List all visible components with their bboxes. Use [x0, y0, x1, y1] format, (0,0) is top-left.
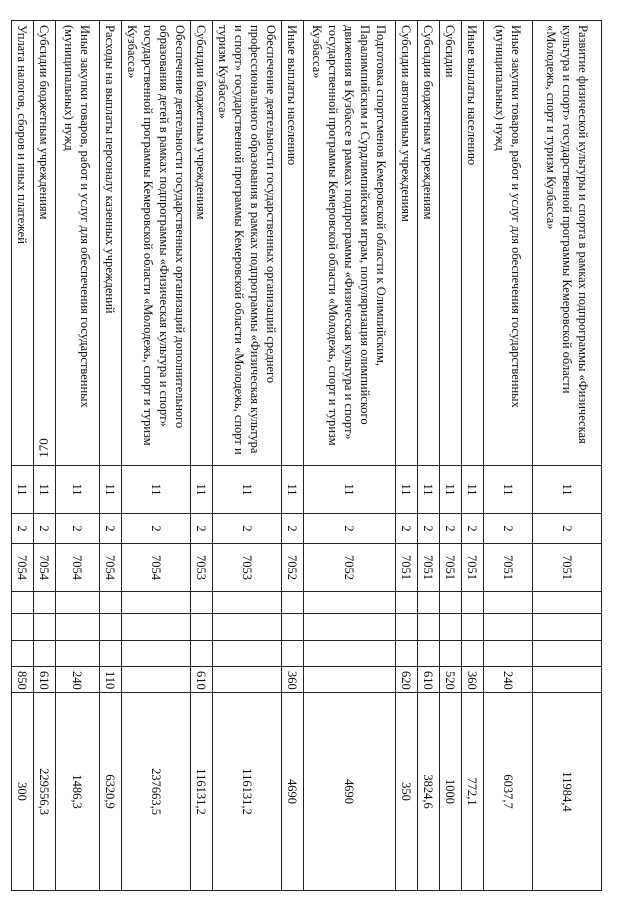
table-row: [12, 21, 34, 891]
empty-cell: [100, 614, 122, 641]
target-code-cell: 7051: [440, 544, 462, 592]
empty-cell: [56, 614, 100, 641]
empty-cell: [304, 641, 396, 667]
subsection-code-cell: 2: [282, 514, 304, 544]
expense-type-cell: 520: [440, 667, 462, 693]
expense-type-cell: 360: [282, 667, 304, 693]
target-code-cell: 7054: [100, 544, 122, 592]
section-code-cell: 11: [34, 466, 56, 514]
expense-type-cell: 610: [191, 667, 213, 693]
subsection-code-cell: 2: [100, 514, 122, 544]
table-row: [304, 21, 396, 891]
table-row: [100, 21, 122, 891]
amount-cell: 3824,6: [418, 693, 440, 891]
table-row: [484, 21, 533, 891]
empty-cell: [12, 641, 34, 667]
subsection-code-cell: 2: [34, 514, 56, 544]
expense-type-cell: [213, 667, 282, 693]
subsection-code-cell: 2: [440, 514, 462, 544]
subsection-code-cell: 2: [396, 514, 418, 544]
target-code-cell: 7052: [304, 544, 396, 592]
empty-cell: [191, 641, 213, 667]
section-code-cell: 11: [533, 466, 602, 514]
target-code-cell: 7054: [122, 544, 191, 592]
table-row: [396, 21, 418, 891]
amount-cell: 116131,2: [191, 693, 213, 891]
table-row: [440, 21, 462, 891]
row-name-cell: Субсидии бюджетным учреждениям: [34, 21, 56, 466]
subsection-code-cell: 2: [484, 514, 533, 544]
amount-cell: 350: [396, 693, 418, 891]
target-code-cell: 7051: [484, 544, 533, 592]
target-code-cell: 7054: [34, 544, 56, 592]
expense-type-cell: 850: [12, 667, 34, 693]
empty-cell: [484, 641, 533, 667]
target-code-cell: 7051: [533, 544, 602, 592]
subsection-code-cell: 2: [304, 514, 396, 544]
empty-cell: [418, 592, 440, 614]
empty-cell: [396, 614, 418, 641]
target-code-cell: 7051: [462, 544, 484, 592]
row-name-cell: Иные выплаты населению: [282, 21, 304, 466]
subsection-code-cell: 2: [533, 514, 602, 544]
amount-cell: 1000: [440, 693, 462, 891]
row-name-cell: Иные закупки товаров, работ и услуг для обеспечения государственных (муниципальных) нужд: [484, 21, 533, 466]
subsection-code-cell: 2: [191, 514, 213, 544]
subsection-code-cell: 2: [12, 514, 34, 544]
amount-cell: 11984,4: [533, 693, 602, 891]
amount-cell: 116131,2: [213, 693, 282, 891]
empty-cell: [122, 592, 191, 614]
amount-cell: 772,1: [462, 693, 484, 891]
target-code-cell: 7052: [282, 544, 304, 592]
section-code-cell: 11: [12, 466, 34, 514]
empty-cell: [191, 592, 213, 614]
empty-cell: [484, 614, 533, 641]
empty-cell: [12, 614, 34, 641]
empty-cell: [440, 614, 462, 641]
section-code-cell: 11: [100, 466, 122, 514]
empty-cell: [34, 614, 56, 641]
empty-cell: [418, 641, 440, 667]
row-name-cell: Обеспечение деятельности государственных организаций дополнительного образования детей в рамках подпрограммы «Физическая культура и спорт» государственной программы Кемеровской области «Молодежь, спорт и туризм Кузбасса»: [122, 21, 191, 466]
row-name-cell: Обеспечение деятельности государственных организаций среднего профессионального образования в рамках подпрограммы «Физическая культура и спорт» государственной программы Кемеровской области «Молодежь, спорт и туризм Кузбасса»: [213, 21, 282, 466]
table-row: [213, 21, 282, 891]
empty-cell: [34, 641, 56, 667]
subsection-code-cell: 2: [462, 514, 484, 544]
budget-table: [11, 20, 602, 891]
empty-cell: [396, 592, 418, 614]
expense-type-cell: [304, 667, 396, 693]
empty-cell: [484, 592, 533, 614]
target-code-cell: 7051: [396, 544, 418, 592]
table-row: [122, 21, 191, 891]
section-code-cell: 11: [396, 466, 418, 514]
empty-cell: [12, 592, 34, 614]
expense-type-cell: 610: [418, 667, 440, 693]
row-name-cell: Субсидии автономным учреждениям: [396, 21, 418, 466]
subsection-code-cell: 2: [56, 514, 100, 544]
amount-cell: 4690: [304, 693, 396, 891]
table-row: [282, 21, 304, 891]
subsection-code-cell: 2: [418, 514, 440, 544]
empty-cell: [396, 641, 418, 667]
expense-type-cell: [533, 667, 602, 693]
section-code-cell: 11: [484, 466, 533, 514]
empty-cell: [122, 614, 191, 641]
target-code-cell: 7054: [12, 544, 34, 592]
empty-cell: [462, 592, 484, 614]
table-row: [34, 21, 56, 891]
target-code-cell: 7051: [418, 544, 440, 592]
table-row: [56, 21, 100, 891]
section-code-cell: 11: [440, 466, 462, 514]
section-code-cell: 11: [418, 466, 440, 514]
empty-cell: [34, 592, 56, 614]
expense-type-cell: 620: [396, 667, 418, 693]
expense-type-cell: 110: [100, 667, 122, 693]
amount-cell: 6037,7: [484, 693, 533, 891]
empty-cell: [533, 592, 602, 614]
amount-cell: 4690: [282, 693, 304, 891]
empty-cell: [462, 614, 484, 641]
table-body: [12, 21, 602, 891]
section-code-cell: 11: [191, 466, 213, 514]
amount-cell: 229556,3: [34, 693, 56, 891]
subsection-code-cell: 2: [122, 514, 191, 544]
expense-type-cell: 240: [56, 667, 100, 693]
section-code-cell: 11: [122, 466, 191, 514]
empty-cell: [56, 592, 100, 614]
row-name-cell: Подготовка спортсменов Кемеровской области к Олимпийским, Паралимпийским и Сурдлимпийским играм, популяризация олимпийского движения в Кузбассе в рамках подпрограммы «Физическая культура и спорт» государственной программы Кемеровской области «Молодежь, спорт и туризм Кузбасса»: [304, 21, 396, 466]
target-code-cell: 7053: [191, 544, 213, 592]
row-name-cell: Иные закупки товаров, работ и услуг для обеспечения государственных (муниципальных) нужд: [56, 21, 100, 466]
empty-cell: [56, 641, 100, 667]
empty-cell: [100, 641, 122, 667]
amount-cell: 237663,5: [122, 693, 191, 891]
section-code-cell: 11: [56, 466, 100, 514]
target-code-cell: 7054: [56, 544, 100, 592]
empty-cell: [191, 614, 213, 641]
page-number: 170: [36, 438, 51, 458]
section-code-cell: 11: [462, 466, 484, 514]
empty-cell: [282, 614, 304, 641]
subsection-code-cell: 2: [213, 514, 282, 544]
row-name-cell: Субсидии бюджетным учреждениям: [418, 21, 440, 466]
amount-cell: 6320,9: [100, 693, 122, 891]
expense-type-cell: [122, 667, 191, 693]
expense-type-cell: 360: [462, 667, 484, 693]
empty-cell: [282, 641, 304, 667]
row-name-cell: Субсидии бюджетным учреждениям: [191, 21, 213, 466]
expense-type-cell: 610: [34, 667, 56, 693]
empty-cell: [462, 641, 484, 667]
row-name-cell: Развитие физической культуры и спорта в рамках подпрограммы «Физическая культура и спорт» государственной программы Кемеровской области «Молодежь, спорт и туризм Кузбасса»: [533, 21, 602, 466]
empty-cell: [533, 641, 602, 667]
empty-cell: [304, 592, 396, 614]
row-name-cell: Субсидии: [440, 21, 462, 466]
empty-cell: [213, 641, 282, 667]
row-name-cell: Иные выплаты населению: [462, 21, 484, 466]
empty-cell: [418, 614, 440, 641]
amount-cell: 1486,3: [56, 693, 100, 891]
table-row: [533, 21, 602, 891]
empty-cell: [440, 592, 462, 614]
expense-type-cell: 240: [484, 667, 533, 693]
empty-cell: [282, 592, 304, 614]
section-code-cell: 11: [213, 466, 282, 514]
table-row: [462, 21, 484, 891]
target-code-cell: 7053: [213, 544, 282, 592]
empty-cell: [213, 592, 282, 614]
empty-cell: [440, 641, 462, 667]
section-code-cell: 11: [282, 466, 304, 514]
table-row: [418, 21, 440, 891]
empty-cell: [213, 614, 282, 641]
row-name-cell: Уплата налогов, сборов и иных платежей: [12, 21, 34, 466]
row-name-cell: Расходы на выплаты персоналу казенных учреждений: [100, 21, 122, 466]
empty-cell: [533, 614, 602, 641]
empty-cell: [304, 614, 396, 641]
empty-cell: [100, 592, 122, 614]
empty-cell: [122, 641, 191, 667]
amount-cell: 300: [12, 693, 34, 891]
table-row: [191, 21, 213, 891]
section-code-cell: 11: [304, 466, 396, 514]
